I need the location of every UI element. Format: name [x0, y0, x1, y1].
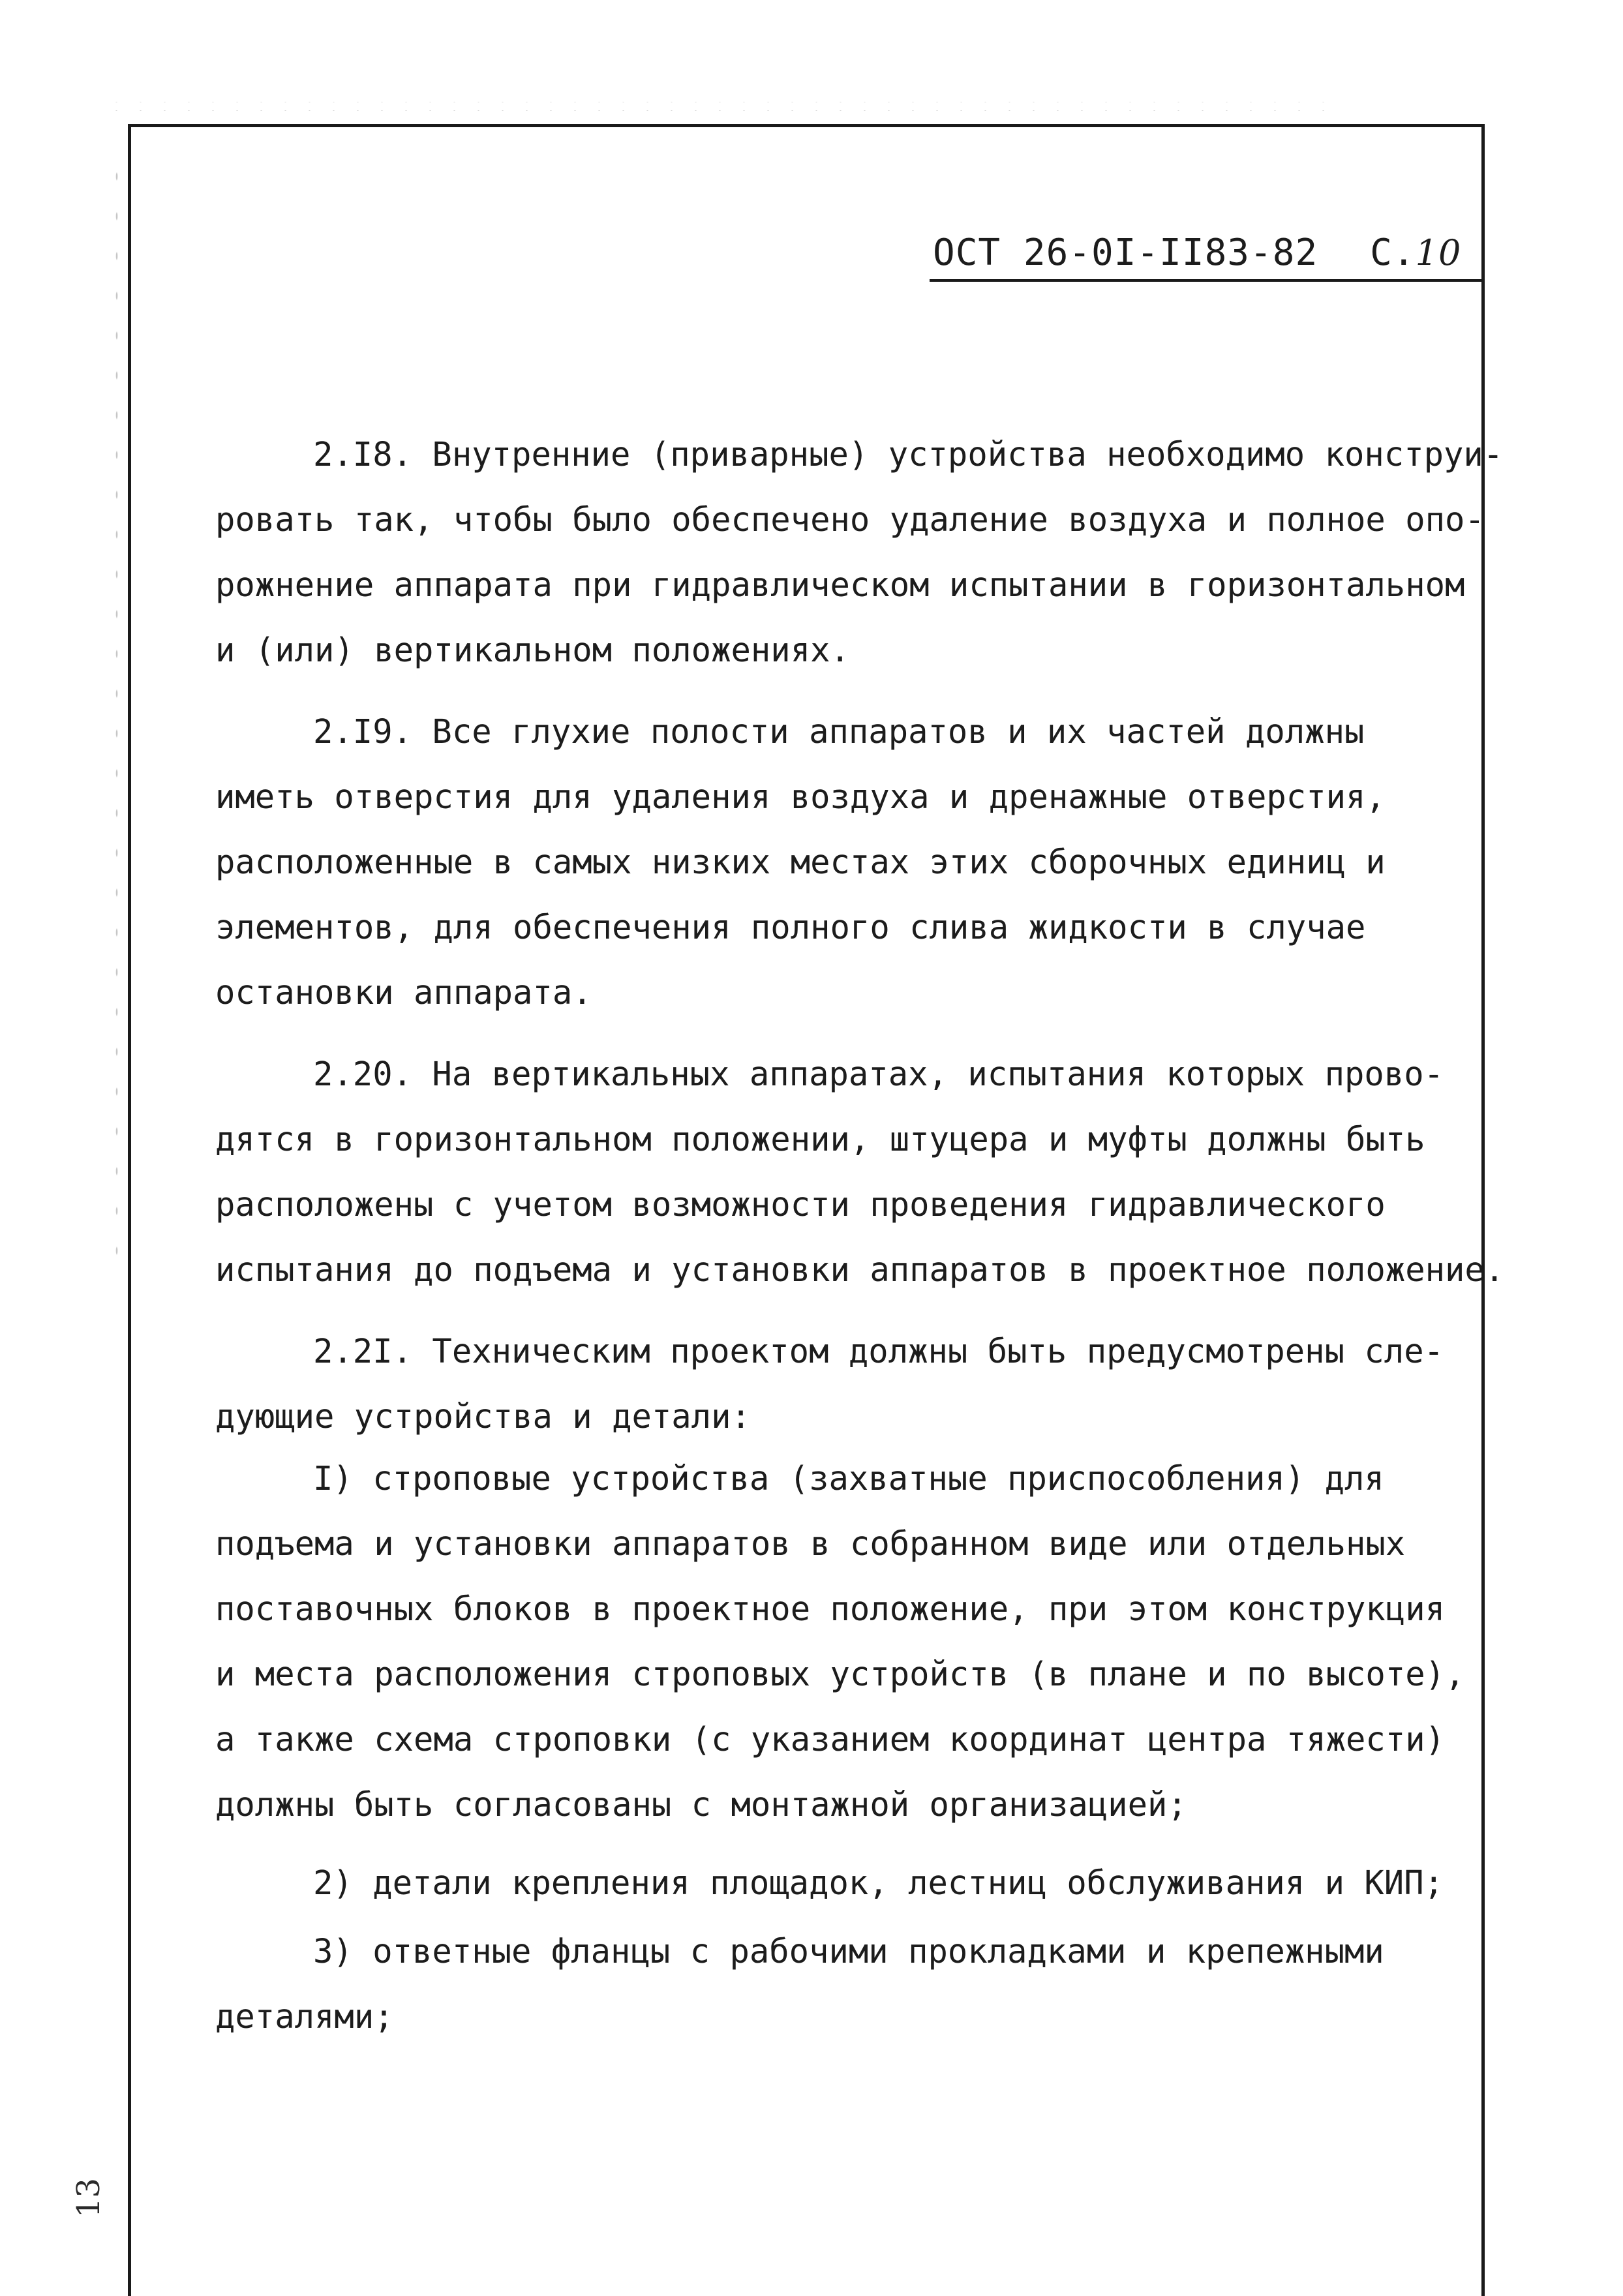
item-2-line-1: 2) детали крепления площадок, лестниц обслуживания и КИП;	[313, 1864, 1444, 1902]
item-1-line-3: поставочных блоков в проектное положение, при этом конструкция	[215, 1590, 1446, 1628]
scan-edge-dots	[112, 157, 121, 1265]
item-1-line-4: и места расположения строповых устройств (в плане и по высоте),	[215, 1655, 1465, 1693]
header-rule	[930, 279, 1484, 282]
item-3-line-1: 3) ответные фланцы с рабочими прокладками и крепежными	[313, 1932, 1384, 1971]
item-1-line-5: а также схема строповки (с указанием координат центра тяжести)	[215, 1720, 1446, 1759]
document-header	[933, 232, 1478, 274]
paragraph-2-20-line-1: 2.20. На вертикальных аппаратах, испытания которых прово-	[313, 1055, 1444, 1093]
paragraph-2-20-line-3: расположены с учетом возможности проведения гидравлического	[215, 1185, 1386, 1224]
paragraph-2-19-line-5: остановки аппарата.	[215, 973, 592, 1012]
margin-handwritten-note: 13	[70, 2177, 107, 2218]
paragraph-2-19-line-3: расположенные в самых низких местах этих сборочных единиц и	[215, 843, 1386, 881]
scan-noise	[104, 98, 1344, 117]
paragraph-2-21-line-1: 2.2I. Техническим проектом должны быть предусмотрены сле-	[313, 1332, 1444, 1370]
item-1-line-6: должны быть согласованы с монтажной организацией;	[215, 1785, 1187, 1824]
paragraph-2-19-line-2: иметь отверстия для удаления воздуха и дренажные отверстия,	[215, 778, 1386, 816]
paragraph-2-20-line-4: испытания до подъема и установки аппаратов в проектное положение.	[215, 1250, 1505, 1289]
item-3-line-2: деталями;	[215, 1997, 394, 2036]
paragraph-2-21-line-2: дующие устройства и детали:	[215, 1397, 751, 1436]
paragraph-2-18-line-1: 2.I8. Внутренние (приварные) устройства необходимо конструи-	[313, 435, 1504, 474]
paragraph-2-18-line-2: ровать так, чтобы было обеспечено удаление воздуха и полное опо-	[215, 500, 1485, 539]
item-1-line-2: подъема и установки аппаратов в собранном виде или отдельных	[215, 1524, 1406, 1563]
paragraph-2-20-line-2: дятся в горизонтальном положении, штуцера и муфты должны быть	[215, 1120, 1425, 1158]
page-label: С.	[1370, 232, 1416, 274]
standard-code: ОСТ 26-0I-II83-82	[933, 232, 1318, 274]
paragraph-2-19-line-4: элементов, для обеспечения полного слива жидкости в случае	[215, 908, 1366, 946]
paragraph-2-18-line-4: и (или) вертикальном положениях.	[215, 631, 850, 669]
paragraph-2-19-line-1: 2.I9. Все глухие полости аппаратов и их частей должны	[313, 712, 1365, 751]
page-number: 10	[1415, 232, 1462, 273]
item-1-line-1: I) строповые устройства (захватные приспособления) для	[313, 1459, 1384, 1498]
paragraph-2-18-line-3: рожнение аппарата при гидравлическом испытании в горизонтальном	[215, 566, 1465, 604]
